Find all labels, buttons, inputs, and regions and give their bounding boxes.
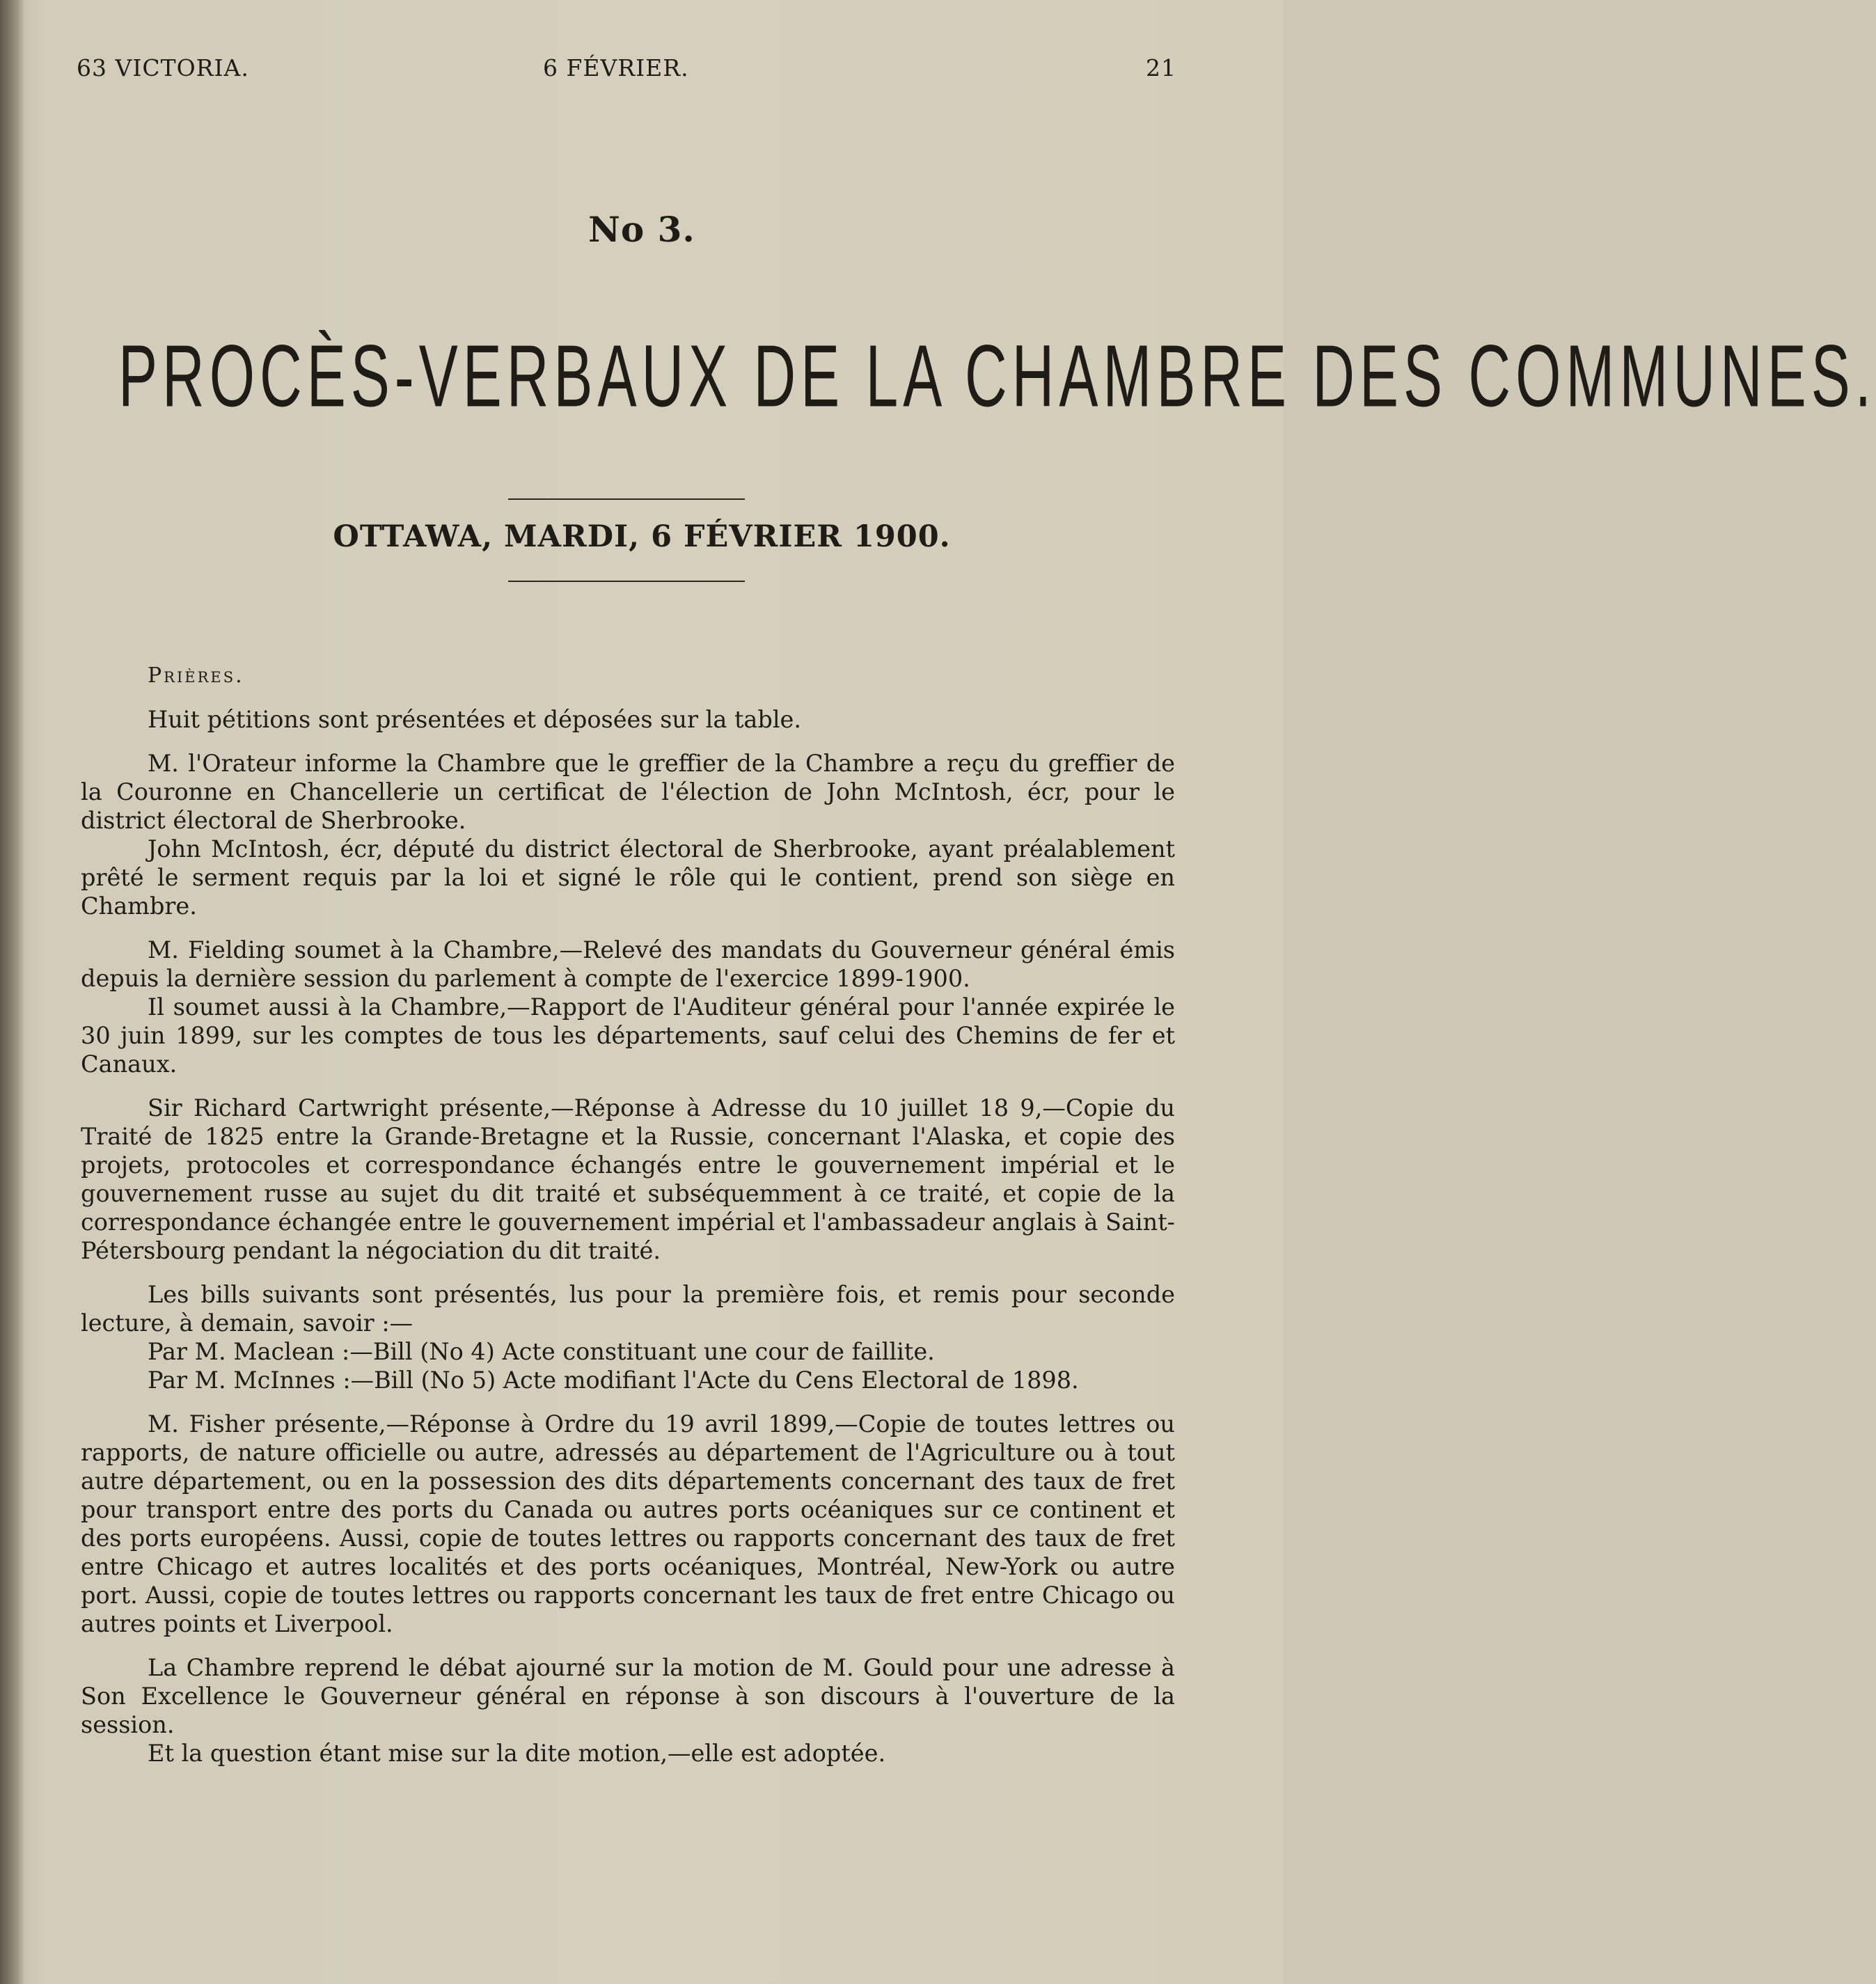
paragraph-fisher: M. Fisher présente,—Réponse à Ordre du 19 avril 1899,—Copie de toutes lettres ou rapports, de nature officielle ou autre, adressés au département de l'Agriculture ou à tout autre département, ou en la possession des dits départements concernant des taux de fret pour transport entre des ports du Canada ou autres ports océaniques sur ce continent et des ports européens. Aussi, copie de toutes lettres ou rapports concernant des taux de fret entre Chicago et autres localités et des ports océaniques, Montréal, New-York ou autre port. Aussi, copie de toutes lettres ou rapports concernant les taux de fret entre Chicago ou autres points et Liverpool.	[81, 1410, 1175, 1637]
book-spine-shadow	[0, 0, 25, 1984]
proceedings-body	[81, 660, 1175, 1768]
header-session: 63 VICTORIA.	[77, 54, 249, 81]
paragraph-petitions: Huit pétitions sont présentées et déposées sur la table.	[148, 706, 802, 733]
paragraph-debate-resumed: La Chambre reprend le débat ajourné sur la motion de M. Gould pour une adresse à Son Excellence le Gouverneur général en réponse à son discours à l'ouverture de la session.	[81, 1654, 1175, 1738]
paragraph-oath: John McIntosh, écr, député du district électoral de Sherbrooke, ayant préalablement prêté le serment requis par la loi et signé le rôle qui le contient, prend son siège en Chambre.	[81, 835, 1175, 920]
divider-bottom	[508, 581, 745, 582]
header-date: 6 FÉVRIER.	[543, 54, 689, 81]
sitting-date: OTTAWA, MARDI, 6 FÉVRIER 1900.	[333, 519, 951, 554]
page-title: PROCÈS-VERBAUX DE LA CHAMBRE DES COMMUNES.	[118, 326, 1876, 425]
paragraph-prayers: Prières.	[148, 663, 244, 688]
paragraph-bills-intro: Les bills suivants sont présentés, lus pour la première fois, et remis pour seconde lecture, à demain, savoir :—	[81, 1281, 1175, 1337]
divider-top	[508, 498, 745, 500]
running-header	[77, 54, 1176, 89]
bill-item-maclean: Par M. Maclean :—Bill (No 4) Acte constituant une cour de faillite.	[148, 1338, 935, 1365]
paragraph-speaker-informs: M. l'Orateur informe la Chambre que le greffier de la Chambre a reçu du greffier de la Couronne en Chancellerie un certificat de l'élection de John McIntosh, écr, pour le district électoral de Sherbrooke.	[81, 750, 1175, 834]
paragraph-auditor-report: Il soumet aussi à la Chambre,—Rapport de l'Auditeur général pour l'année expirée le 30 juin 1899, sur les comptes de tous les départements, sauf celui des Chemins de fer et Canaux.	[81, 993, 1175, 1078]
bill-item-mcinnes: Par M. McInnes :—Bill (No 5) Acte modifiant l'Acte du Cens Electoral de 1898.	[148, 1367, 1079, 1394]
paragraph-motion-adopted: Et la question étant mise sur la dite motion,—elle est adoptée.	[148, 1740, 886, 1767]
page-number: 21	[1146, 54, 1176, 81]
issue-number: No 3.	[588, 209, 695, 250]
paragraph-cartwright: Sir Richard Cartwright présente,—Réponse à Adresse du 10 juillet 18 9,—Copie du Traité de 1825 entre la Grande-Bretagne et la Russie, concernant l'Alaska, et copie des projets, protocoles et correspondance échangés entre le gouvernement impérial et le gouvernement russe au sujet du dit traité et subséquemment à ce traité, et copie de la correspondance échangée entre le gouvernement impérial et l'ambassadeur anglais à Saint-Pétersbourg pendant la négociation du dit traité.	[81, 1094, 1175, 1264]
paragraph-fielding: M. Fielding soumet à la Chambre,—Relevé des mandats du Gouverneur général émis depuis la dernière session du parlement à compte de l'exercice 1899-1900.	[81, 936, 1175, 992]
